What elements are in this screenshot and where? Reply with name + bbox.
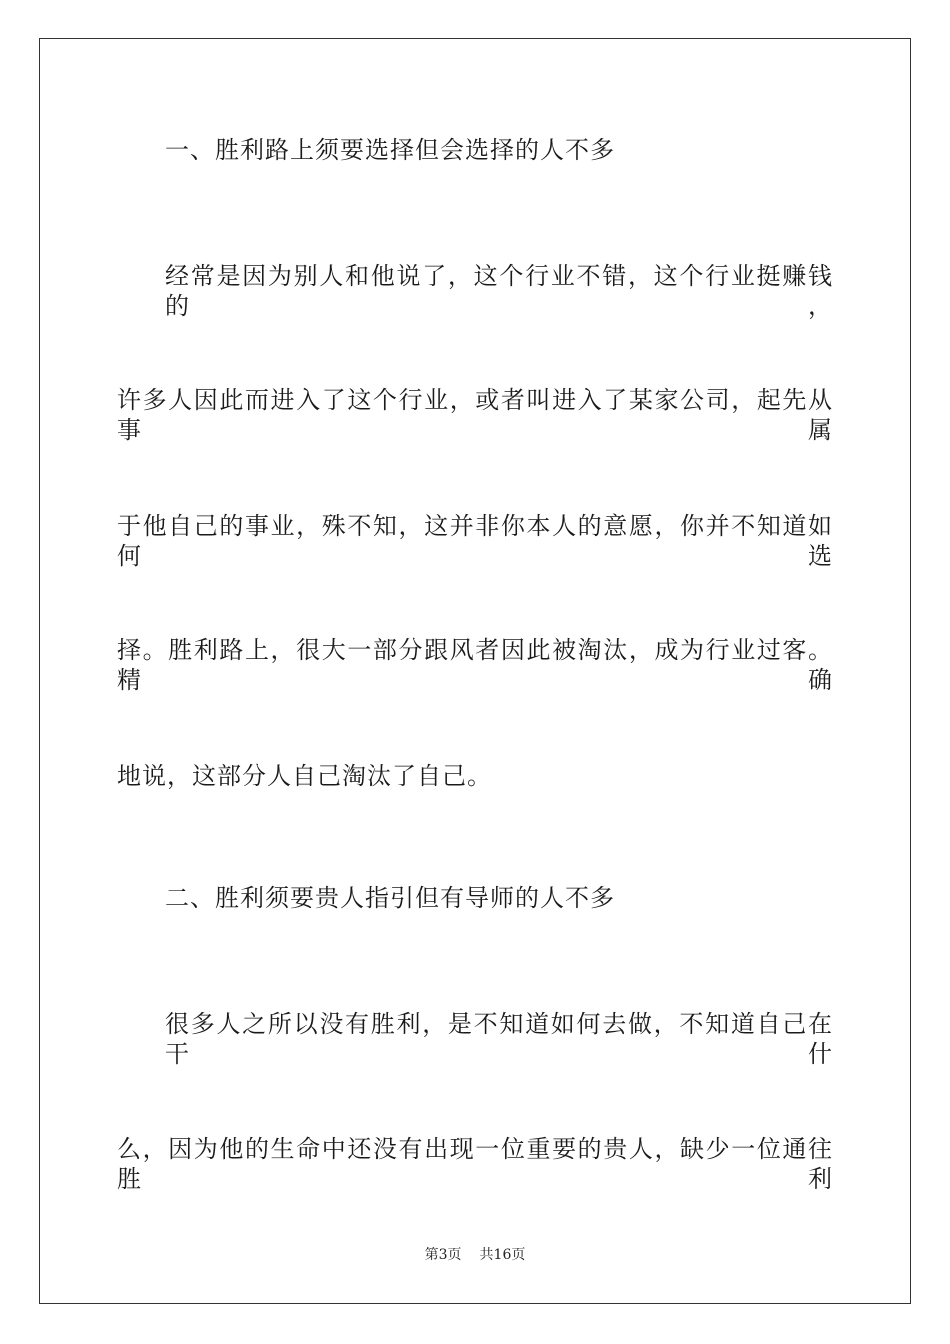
- paragraph-line: 经常是因为别人和他说了，这个行业不错，这个行业挺赚钱的，: [165, 262, 833, 320]
- paragraph-line: 地说，这部分人自己淘汰了自己。: [117, 762, 492, 790]
- paragraph-line: 么，因为他的生命中还没有出现一位重要的贵人，缺少一位通往胜利: [117, 1135, 833, 1193]
- paragraph-line: 许多人因此而进入了这个行业，或者叫进入了某家公司，起先从事属: [117, 386, 833, 444]
- page-total: 共16页: [479, 1247, 526, 1263]
- page-number: 第3页: [424, 1247, 462, 1263]
- paragraph-line: 择。胜利路上，很大一部分跟风者因此被淘汰，成为行业过客。精确: [117, 636, 833, 694]
- heading-section-two: 二、胜利须要贵人指引但有导师的人不多: [165, 884, 615, 912]
- page-footer: [0, 1246, 950, 1264]
- paragraph-line: 于他自己的事业，殊不知，这并非你本人的意愿，你并不知道如何选: [117, 512, 833, 570]
- heading-section-one: 一、胜利路上须要选择但会选择的人不多: [165, 136, 615, 164]
- paragraph-line: 很多人之所以没有胜利，是不知道如何去做，不知道自己在干什: [165, 1010, 833, 1068]
